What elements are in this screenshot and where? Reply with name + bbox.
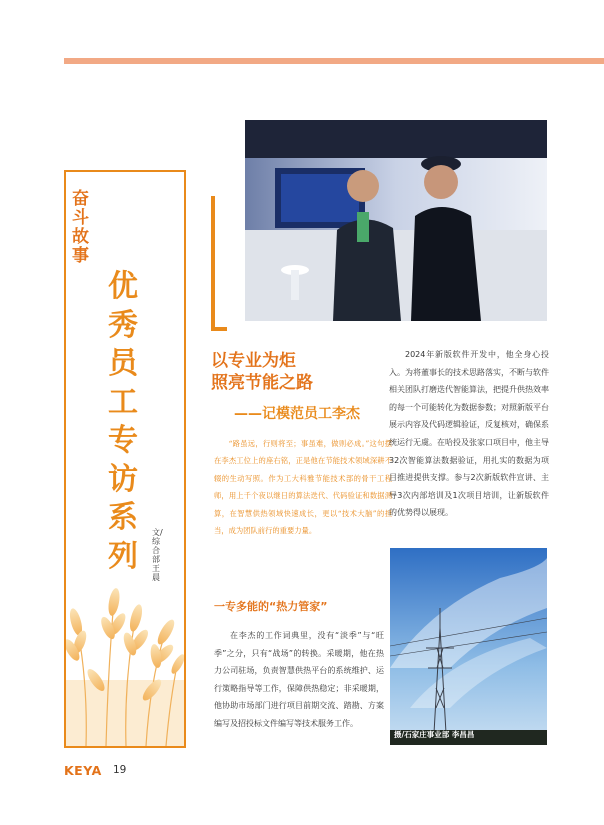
section-title: 一专多能的“热力管家” (214, 600, 328, 613)
exhibition-photo (245, 120, 547, 321)
right-column-body: 2024年新版软件开发中，他全身心投入。为将董事长的技术思路落实，不断与软件相关团队打磨迭代智能算法，把提升供热效率的每一个可能转化为数据参数；对照新版平台展示内容及代码逻辑验证，反复核对，确保系统运行无虞。在哈投及张家口项目中，他主导32次智能算法数据验证，用扎实的数据为项目推进提供支撑。参与2次新版软件宣讲、主导3次内部培训及1次项目培训，让新版软件的优势得以展现。 (389, 350, 549, 518)
headline-line-2: 照亮节能之路 (211, 373, 313, 393)
brand-logo: KEYA (64, 763, 102, 778)
column-tag: 奋斗故事 (72, 189, 89, 266)
page-number: 19 (113, 764, 127, 776)
section-body: 在李杰的工作词典里，没有“淡季”与“旺季”之分，只有“战场”的转换。采暖期，他在热力公司驻场，负责智慧供热平台的系统维护、运行策略指导等工作，保障供热稳定；非采暖期，他协助市场部门进行项目前期交流、踏勘、方案编写及招投标文件编写等技术服务工作。 (214, 631, 384, 728)
series-title: 优秀员工专访系列 (108, 269, 138, 574)
headline-line-1: 以专业为炬 (211, 351, 296, 371)
author-byline: 文/综合部 王晨 (152, 528, 163, 582)
article-subheadline: ——记模范员工李杰 (234, 406, 360, 422)
article-headline (211, 350, 313, 394)
power-tower-photo (390, 548, 547, 745)
headline-accent-bracket (211, 196, 227, 331)
wheat-illustration (66, 560, 184, 746)
top-decorative-bar (64, 58, 604, 64)
lead-quote: “路虽远，行则将至；事虽难，做则必成。”这句摆在李杰工位上的座右铭，正是他在节能技术领域深耕不辍的生动写照。作为工大科雅节能技术部的骨干工程师，用上千个夜以继日的算法迭代、代码验证和数据测算，在智慧供热领域快速成长，更以“技术大脑”的担当，成为团队前行的重要力量。 (214, 439, 392, 536)
photo-caption: 摄/石家庄事业部 李昌昌 (394, 730, 475, 739)
